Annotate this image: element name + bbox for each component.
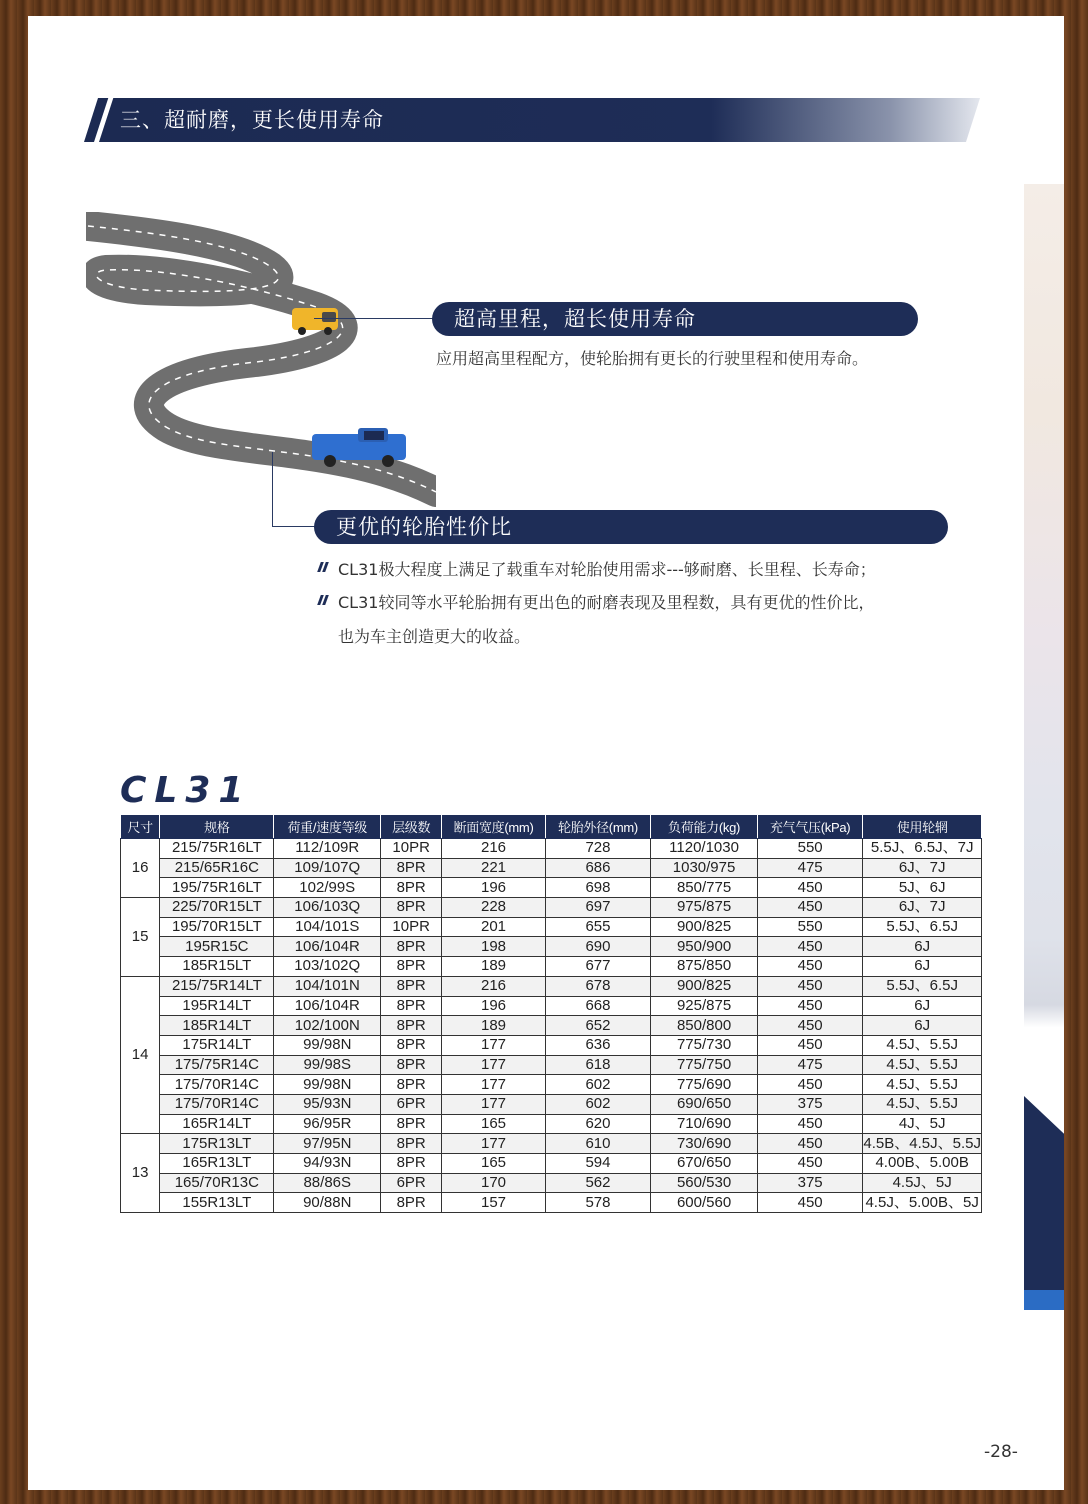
column-header: 尺寸 [121,815,160,839]
spec-table-header [121,815,982,839]
table-cell: 450 [757,1114,862,1134]
table-cell: 450 [757,1075,862,1095]
double-slash-bullet-icon [318,595,328,605]
table-cell: 99/98N [274,1075,381,1095]
table-row [121,1035,982,1055]
table-cell: 686 [545,858,650,878]
table-cell: 8PR [381,1075,442,1095]
table-cell: 875/850 [651,957,758,977]
table-cell: 195/70R15LT [160,917,274,937]
table-cell: 677 [545,957,650,977]
table-cell: 215/75R14LT [160,976,274,996]
table-row [121,1016,982,1036]
table-cell: 195R15C [160,937,274,957]
side-decoration-blue [1024,1290,1064,1310]
table-cell: 618 [545,1055,650,1075]
table-cell: 195/75R16LT [160,878,274,898]
table-cell: 196 [442,878,545,898]
table-row [121,1114,982,1134]
table-cell: 165R13LT [160,1154,274,1174]
table-cell: 4.5J、5.5J [863,1075,982,1095]
table-cell: 8PR [381,858,442,878]
table-cell: 175R14LT [160,1035,274,1055]
table-cell: 1030/975 [651,858,758,878]
table-cell: 165 [442,1114,545,1134]
table-cell: 216 [442,976,545,996]
table-cell: 165 [442,1154,545,1174]
table-cell: 775/730 [651,1035,758,1055]
column-header: 轮胎外径(mm) [545,815,650,839]
rim-size-cell: 14 [121,976,160,1134]
table-cell: 550 [757,839,862,859]
table-cell: 4.5J、5.5J [863,1035,982,1055]
table-row [121,898,982,918]
table-cell: 189 [442,957,545,977]
table-cell: 925/875 [651,996,758,1016]
table-cell: 6J、7J [863,858,982,878]
table-cell: 106/104R [274,996,381,1016]
leader-line-value-vertical [272,452,273,526]
table-cell: 4.5J、5.5J [863,1094,982,1114]
table-cell: 109/107Q [274,858,381,878]
table-cell: 668 [545,996,650,1016]
table-cell: 850/800 [651,1016,758,1036]
table-cell: 602 [545,1094,650,1114]
table-cell: 177 [442,1075,545,1095]
table-cell: 850/775 [651,878,758,898]
feature-value-title: 更优的轮胎性价比 [314,510,948,544]
table-cell: 102/99S [274,878,381,898]
table-cell: 6J [863,996,982,1016]
table-cell: 4.5J、5.00B、5J [863,1193,982,1213]
table-cell: 900/825 [651,917,758,937]
table-row [121,1055,982,1075]
table-cell: 201 [442,917,545,937]
column-header: 规格 [160,815,274,839]
table-cell: 8PR [381,957,442,977]
table-cell: 375 [757,1173,862,1193]
table-row [121,917,982,937]
table-row [121,839,982,859]
table-cell: 450 [757,1154,862,1174]
column-header: 断面宽度(mm) [442,815,545,839]
table-row [121,1173,982,1193]
table-cell: 450 [757,996,862,1016]
table-cell: 698 [545,878,650,898]
table-cell: 900/825 [651,976,758,996]
brochure-page: 三、超耐磨，更长使用寿命 超高里程，超长使用寿命 应用超高里程配方，使轮胎拥有更长的行驶里程和使用寿命。 更优的轮胎性价比 CL31极大程度上满足了载重车对轮胎使用需求---够耐磨、长里程、长寿命； CL31较同等水平轮胎拥有更出色的耐磨表现及里程数，具有更优的性价比， 也为车主创造更大的收益。 CL31 尺寸 规格 荷重/速度等级 层级数 断面宽度(mm) 轮胎外径(mm) 负荷能力(kg) 充气气压(kPa) 使用轮辋 16 215/75R16LT 112/109R 10PR 216 728 1120/1030 550 5.5J、6.5J、7J 215/65R16C 109/107Q 8PR 221 686 1030/975 475 6J、7J 195/75R16LT 102/99S 8PR 196 698 850/775 450 5J、6J 15 225/70R15LT 106/103Q 8PR 228 697 975/875 450 6J、7J 195/70R15LT 104/101S 10PR 201 655 900/825 550 5.5J、6.5J 195R15C 106/104R 8PR 198 690 950/900 450 6J 185R15LT 103/102Q 8PR 189 677 875/850 450 6J 14 215/75R14LT 104/101N 8PR 216 678 900/825 450 5.5J、6.5J 195R14LT 106/104R 8PR 196 668 925/875 450 6J 185R14LT 102/100N 8PR 189 652 850/800 450 6J 175R14LT 99/98N 8PR 177 636 775/730 450 4.5J、5.5J 175/75R14C 99/98S 8PR 177 618 775/750 475 4.5J、5.5J 175/70R14C 99/98N 8PR 177 602 775/690 450 4.5J、5.5J 175/70R14C 95/93N 6PR 177 602 690/650 375 4.5J、5.5J 165R14LT 96/95R 8PR 165 620 710/690 450 4J、5J 13 175R13LT 97/95N 8PR 177 610 730/690 450 4.5B、4.5J、5.5J 165R13LT 94/93N 8PR 165 594 670/650 450 4.00B、5.00B 165/70R13C 88/86S 6PR 170 562 560/530 375 4.5J、5J 155R13LT 90/88N 8PR 157 578 600/560 450 4.5J、5.00B、5J -28- [28,16,1064,1490]
table-cell: 450 [757,1193,862,1213]
table-cell: 950/900 [651,937,758,957]
column-header: 层级数 [381,815,442,839]
table-cell: 450 [757,1016,862,1036]
table-cell: 6J [863,937,982,957]
table-cell: 670/650 [651,1154,758,1174]
table-cell: 225/70R15LT [160,898,274,918]
feature-mileage-description: 应用超高里程配方，使轮胎拥有更长的行驶里程和使用寿命。 [436,349,869,368]
table-cell: 8PR [381,1035,442,1055]
table-cell: 450 [757,957,862,977]
table-cell: 620 [545,1114,650,1134]
table-cell: 728 [545,839,650,859]
table-cell: 5.5J、6.5J、7J [863,839,982,859]
table-cell: 10PR [381,917,442,937]
table-cell: 177 [442,1035,545,1055]
table-cell: 450 [757,937,862,957]
table-cell: 99/98S [274,1055,381,1075]
table-cell: 475 [757,858,862,878]
leader-line-value-horizontal [272,526,316,527]
table-cell: 697 [545,898,650,918]
table-cell: 94/93N [274,1154,381,1174]
table-cell: 4.5J、5.5J [863,1055,982,1075]
feature-value-bullet-continuation: 也为车主创造更大的收益。 [338,627,531,646]
table-cell: 4.5J、5J [863,1173,982,1193]
table-cell: 636 [545,1035,650,1055]
column-header: 负荷能力(kg) [651,815,758,839]
winding-road-illustration [86,212,436,512]
table-cell: 6J [863,957,982,977]
table-cell: 96/95R [274,1114,381,1134]
table-cell: 690 [545,937,650,957]
yellow-van-icon [292,308,338,335]
table-cell: 175/75R14C [160,1055,274,1075]
table-cell: 655 [545,917,650,937]
table-cell: 228 [442,898,545,918]
table-cell: 8PR [381,1193,442,1213]
table-row [121,1094,982,1114]
table-cell: 600/560 [651,1193,758,1213]
feature-mileage-title: 超高里程，超长使用寿命 [432,302,918,336]
table-row [121,1134,982,1154]
table-cell: 5J、6J [863,878,982,898]
table-cell: 8PR [381,996,442,1016]
table-cell: 4J、5J [863,1114,982,1134]
table-cell: 215/75R16LT [160,839,274,859]
table-cell: 215/65R16C [160,858,274,878]
rim-size-cell: 15 [121,898,160,977]
table-cell: 690/650 [651,1094,758,1114]
table-cell: 450 [757,1035,862,1055]
table-cell: 175R13LT [160,1134,274,1154]
table-cell: 106/104R [274,937,381,957]
table-cell: 97/95N [274,1134,381,1154]
table-row [121,957,982,977]
table-cell: 8PR [381,976,442,996]
table-cell: 88/86S [274,1173,381,1193]
table-cell: 6J [863,1016,982,1036]
table-cell: 8PR [381,1114,442,1134]
table-cell: 578 [545,1193,650,1213]
table-cell: 8PR [381,1016,442,1036]
table-cell: 104/101S [274,917,381,937]
rim-size-cell: 13 [121,1134,160,1213]
table-cell: 562 [545,1173,650,1193]
table-cell: 550 [757,917,862,937]
table-cell: 450 [757,898,862,918]
table-cell: 198 [442,937,545,957]
rim-size-cell: 16 [121,839,160,898]
table-cell: 975/875 [651,898,758,918]
table-cell: 185R14LT [160,1016,274,1036]
table-cell: 165R14LT [160,1114,274,1134]
table-row [121,996,982,1016]
leader-line-mileage [314,318,434,319]
product-title: CL31 [120,770,252,811]
table-cell: 90/88N [274,1193,381,1213]
table-cell: 730/690 [651,1134,758,1154]
section-title: 三、超耐磨，更长使用寿命 [120,108,384,132]
table-cell: 104/101N [274,976,381,996]
column-header: 充气气压(kPa) [757,815,862,839]
column-header: 荷重/速度等级 [274,815,381,839]
table-cell: 6PR [381,1173,442,1193]
spec-table [120,814,982,1213]
table-cell: 165/70R13C [160,1173,274,1193]
table-row [121,878,982,898]
table-cell: 375 [757,1094,862,1114]
table-cell: 155R13LT [160,1193,274,1213]
table-cell: 221 [442,858,545,878]
table-cell: 4.00B、5.00B [863,1154,982,1174]
table-cell: 106/103Q [274,898,381,918]
table-cell: 8PR [381,1134,442,1154]
table-cell: 177 [442,1094,545,1114]
table-cell: 8PR [381,898,442,918]
table-cell: 175/70R14C [160,1075,274,1095]
table-cell: 594 [545,1154,650,1174]
table-cell: 610 [545,1134,650,1154]
table-cell: 652 [545,1016,650,1036]
table-cell: 8PR [381,1055,442,1075]
table-cell: 10PR [381,839,442,859]
table-cell: 6J、7J [863,898,982,918]
table-cell: 678 [545,976,650,996]
table-cell: 112/109R [274,839,381,859]
table-cell: 8PR [381,937,442,957]
table-cell: 475 [757,1055,862,1075]
table-cell: 196 [442,996,545,1016]
table-cell: 450 [757,878,862,898]
table-row [121,1075,982,1095]
table-cell: 185R15LT [160,957,274,977]
table-row [121,1154,982,1174]
table-cell: 775/750 [651,1055,758,1075]
double-slash-bullet-icon [318,562,328,572]
table-cell: 6PR [381,1094,442,1114]
table-row [121,937,982,957]
table-cell: 450 [757,1134,862,1154]
table-cell: 450 [757,976,862,996]
table-cell: 8PR [381,878,442,898]
table-cell: 157 [442,1193,545,1213]
table-cell: 195R14LT [160,996,274,1016]
table-cell: 99/98N [274,1035,381,1055]
table-cell: 8PR [381,1154,442,1174]
table-cell: 177 [442,1134,545,1154]
table-cell: 175/70R14C [160,1094,274,1114]
table-cell: 560/530 [651,1173,758,1193]
table-row [121,858,982,878]
table-cell: 216 [442,839,545,859]
column-header: 使用轮辋 [863,815,982,839]
table-cell: 103/102Q [274,957,381,977]
table-cell: 189 [442,1016,545,1036]
table-cell: 177 [442,1055,545,1075]
table-cell: 5.5J、6.5J [863,976,982,996]
table-row [121,976,982,996]
table-cell: 602 [545,1075,650,1095]
table-cell: 95/93N [274,1094,381,1114]
table-cell: 1120/1030 [651,839,758,859]
table-cell: 710/690 [651,1114,758,1134]
page-number: -28- [984,1442,1018,1462]
table-cell: 170 [442,1173,545,1193]
table-row [121,1193,982,1213]
table-cell: 102/100N [274,1016,381,1036]
table-cell: 4.5B、4.5J、5.5J [863,1134,981,1152]
table-cell: 5.5J、6.5J [863,917,982,937]
table-cell: 775/690 [651,1075,758,1095]
